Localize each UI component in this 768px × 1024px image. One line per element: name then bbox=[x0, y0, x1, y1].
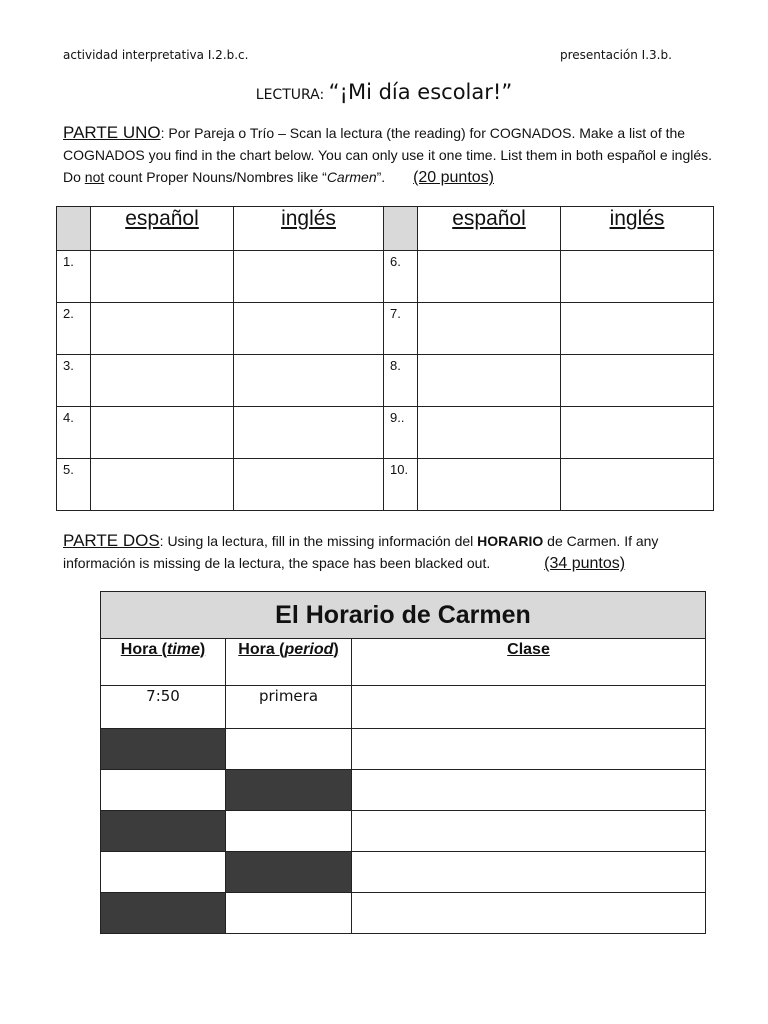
table-row bbox=[101, 686, 706, 729]
row-number: 2. bbox=[57, 303, 91, 355]
table-row bbox=[101, 893, 706, 934]
espanol-answer-cell[interactable] bbox=[418, 459, 561, 511]
blacked-out-cell bbox=[101, 729, 226, 770]
row-number: 7. bbox=[384, 303, 418, 355]
espanol-answer-cell[interactable] bbox=[418, 355, 561, 407]
row-number: 9.. bbox=[384, 407, 418, 459]
col-header-hora-period bbox=[226, 639, 352, 686]
col-header-hora-time-end: ) bbox=[199, 641, 206, 658]
parte-dos-heading: PARTE DOS bbox=[63, 531, 160, 550]
col-header-hora-time-main: Hora ( bbox=[120, 641, 167, 658]
row-number: 5. bbox=[57, 459, 91, 511]
parte-dos-instructions bbox=[63, 530, 703, 575]
blacked-out-cell bbox=[101, 893, 226, 934]
blacked-out-cell bbox=[226, 852, 352, 893]
espanol-answer-cell[interactable] bbox=[91, 355, 234, 407]
ingles-answer-cell[interactable] bbox=[234, 459, 384, 511]
clase-answer-cell[interactable] bbox=[352, 770, 706, 811]
col-header-hora-time-italic: time bbox=[167, 641, 200, 658]
row-number: 10. bbox=[384, 459, 418, 511]
table-row bbox=[101, 729, 706, 770]
table-row bbox=[57, 303, 714, 355]
parte-uno-not: not bbox=[84, 169, 105, 185]
ingles-answer-cell[interactable] bbox=[234, 303, 384, 355]
espanol-answer-cell[interactable] bbox=[91, 459, 234, 511]
espanol-answer-cell[interactable] bbox=[91, 407, 234, 459]
espanol-answer-cell[interactable] bbox=[91, 303, 234, 355]
ingles-answer-cell[interactable] bbox=[561, 355, 714, 407]
col-header-ingles: inglés bbox=[561, 207, 714, 251]
col-header-hora-period-end: ) bbox=[333, 641, 339, 658]
table-row bbox=[101, 811, 706, 852]
reading-label: LECTURA: bbox=[255, 87, 325, 103]
col-header-espanol: español bbox=[418, 207, 561, 251]
ingles-answer-cell[interactable] bbox=[234, 407, 384, 459]
table-row bbox=[57, 355, 714, 407]
parte-uno-text-1: : Por Pareja o Trío – Scan la lectura (the reading) for COGNADOS. Make a list of the COGNADOS you find in the chart below. You can only use it one time. List them in both español e inglés. Do bbox=[63, 125, 713, 185]
cognados-table bbox=[56, 206, 714, 511]
blacked-out-cell bbox=[226, 770, 352, 811]
col-header-hora-period-italic: period bbox=[284, 641, 334, 658]
time-answer-cell[interactable] bbox=[101, 770, 226, 811]
parte-uno-carmen: Carmen bbox=[326, 169, 377, 185]
blacked-out-cell bbox=[101, 811, 226, 852]
col-header-espanol: español bbox=[91, 207, 234, 251]
row-number: 8. bbox=[384, 355, 418, 407]
cognados-header-row bbox=[57, 207, 714, 251]
time-answer-cell[interactable] bbox=[101, 852, 226, 893]
col-header-clase bbox=[352, 639, 706, 686]
ingles-answer-cell[interactable] bbox=[561, 251, 714, 303]
ingles-answer-cell[interactable] bbox=[561, 407, 714, 459]
ingles-answer-cell[interactable] bbox=[561, 459, 714, 511]
parte-uno-points: (20 puntos) bbox=[413, 169, 494, 186]
clase-answer-cell[interactable] bbox=[352, 729, 706, 770]
reading-title bbox=[0, 80, 768, 104]
cognados-corner-cell bbox=[384, 207, 418, 251]
espanol-answer-cell[interactable] bbox=[91, 251, 234, 303]
row-number: 6. bbox=[384, 251, 418, 303]
period-answer-cell[interactable] bbox=[226, 893, 352, 934]
reading-name: “¡Mi día escolar!” bbox=[328, 80, 513, 104]
clase-answer-cell[interactable] bbox=[352, 686, 706, 729]
period-cell: primera bbox=[226, 686, 352, 729]
parte-dos-text-2: de Carmen. If any información is missing de la lectura, the space has been blacked out. bbox=[63, 533, 659, 571]
cognados-corner-cell bbox=[57, 207, 91, 251]
horario-header-row bbox=[101, 639, 706, 686]
time-cell: 7:50 bbox=[101, 686, 226, 729]
activity-code: actividad interpretativa I.2.b.c. bbox=[63, 48, 249, 62]
espanol-answer-cell[interactable] bbox=[418, 251, 561, 303]
table-row bbox=[101, 770, 706, 811]
horario-table bbox=[100, 591, 706, 934]
clase-answer-cell[interactable] bbox=[352, 852, 706, 893]
parte-dos-text-1: : Using la lectura, fill in the missing información del bbox=[159, 533, 478, 549]
period-answer-cell[interactable] bbox=[226, 811, 352, 852]
parte-dos-horario: HORARIO bbox=[477, 533, 544, 549]
parte-uno-heading: PARTE UNO bbox=[63, 123, 161, 142]
row-number: 3. bbox=[57, 355, 91, 407]
horario-title: El Horario de Carmen bbox=[101, 592, 706, 639]
col-header-hora-time bbox=[101, 639, 226, 686]
clase-answer-cell[interactable] bbox=[352, 811, 706, 852]
parte-uno-text-3: ”. bbox=[376, 169, 386, 185]
presentation-code: presentación I.3.b. bbox=[560, 48, 672, 62]
espanol-answer-cell[interactable] bbox=[418, 303, 561, 355]
ingles-answer-cell[interactable] bbox=[234, 251, 384, 303]
table-row bbox=[57, 407, 714, 459]
parte-dos-points: (34 puntos) bbox=[544, 555, 626, 572]
row-number: 1. bbox=[57, 251, 91, 303]
col-header-clase-label: Clase bbox=[507, 641, 550, 658]
table-row bbox=[57, 459, 714, 511]
espanol-answer-cell[interactable] bbox=[418, 407, 561, 459]
col-header-hora-period-main: Hora ( bbox=[238, 641, 285, 658]
table-row bbox=[101, 852, 706, 893]
parte-uno-text-2: count Proper Nouns/Nombres like “ bbox=[104, 169, 327, 185]
ingles-answer-cell[interactable] bbox=[561, 303, 714, 355]
table-row bbox=[57, 251, 714, 303]
col-header-ingles: inglés bbox=[234, 207, 384, 251]
row-number: 4. bbox=[57, 407, 91, 459]
period-answer-cell[interactable] bbox=[226, 729, 352, 770]
parte-uno-instructions bbox=[63, 122, 713, 189]
clase-answer-cell[interactable] bbox=[352, 893, 706, 934]
ingles-answer-cell[interactable] bbox=[234, 355, 384, 407]
